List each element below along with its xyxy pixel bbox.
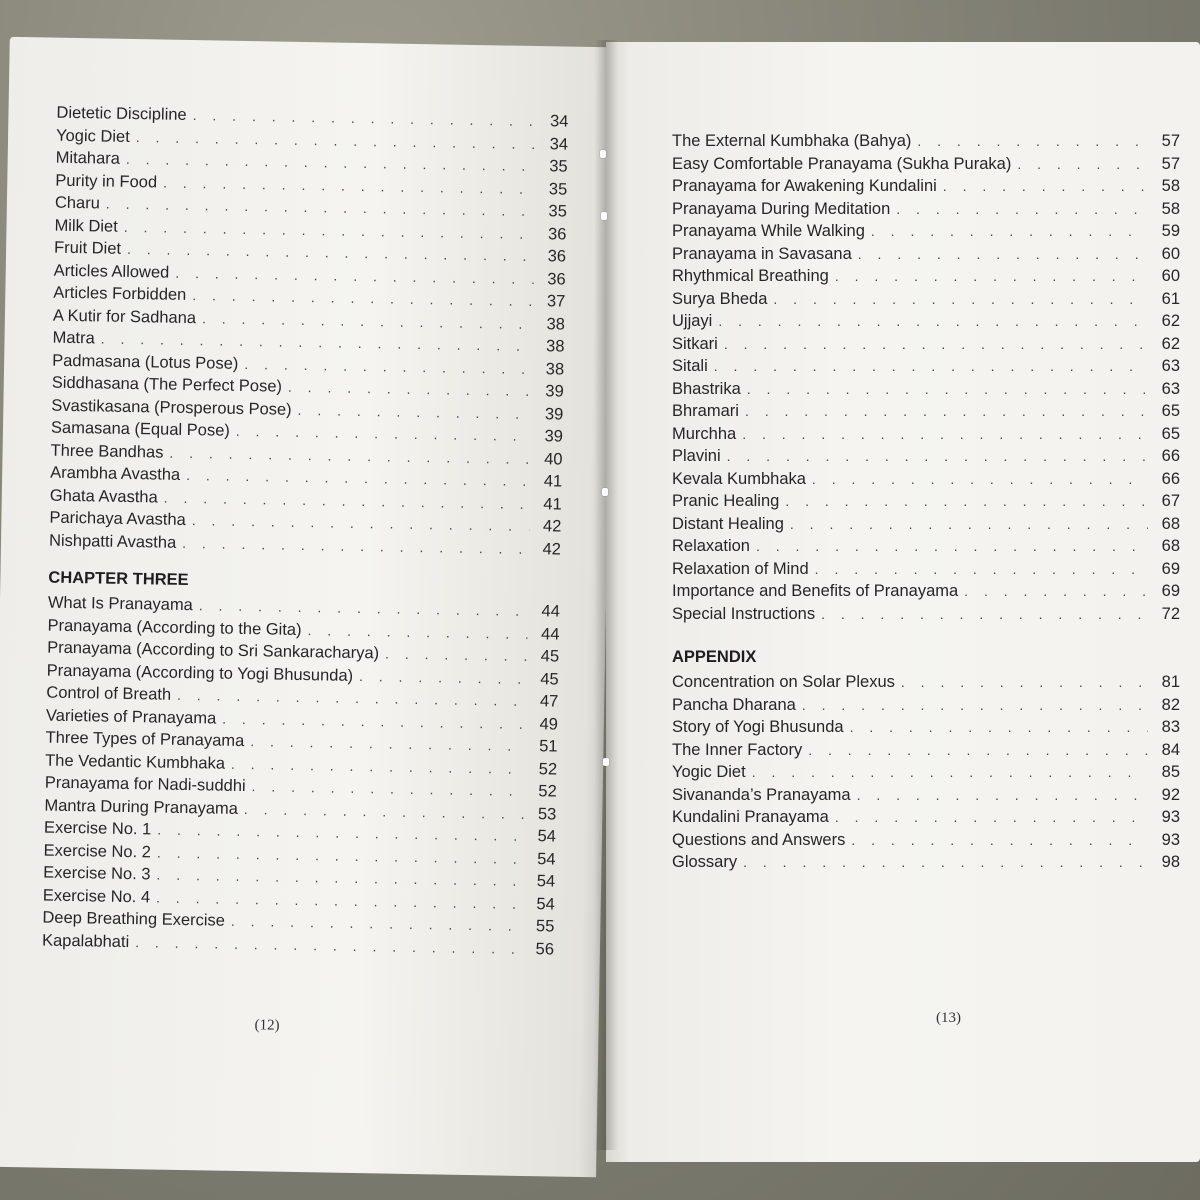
dot-leader	[182, 534, 529, 556]
dot-leader	[815, 561, 1148, 577]
toc-entry-title: Questions and Answers	[672, 830, 846, 849]
toc-entry-title: Charu	[54, 193, 101, 213]
dot-leader	[288, 379, 532, 399]
toc-entry-title: Kundalini Pranayama	[672, 808, 829, 826]
dot-leader	[251, 778, 524, 799]
binding-thread	[602, 488, 608, 496]
toc-entry-title: Purity in Food	[55, 171, 158, 191]
toc-entry-title: Sitali	[672, 357, 708, 375]
toc-entry	[672, 786, 1180, 809]
toc-entry-title: Pranayama During Meditation	[672, 199, 891, 218]
dot-leader	[756, 538, 1148, 554]
toc-entry-title: The Inner Factory	[672, 740, 803, 759]
toc-entry-page: 38	[545, 337, 565, 356]
toc-entry-title: Samasana (Equal Pose)	[50, 418, 230, 440]
toc-entry-page: 68	[1161, 537, 1180, 555]
toc-entry-title: Fruit Diet	[53, 238, 122, 258]
toc-entry-title: The Vedantic Kumbhaka	[45, 751, 226, 773]
toc-entry	[672, 808, 1180, 831]
toc-entry-page: 92	[1161, 785, 1180, 804]
toc-entry-page: 93	[1161, 808, 1180, 826]
dot-leader	[192, 512, 530, 534]
toc-entry-page: 72	[1161, 604, 1180, 623]
dot-leader	[835, 809, 1148, 825]
toc-entry-page: 53	[537, 804, 557, 824]
toc-entry-title: Relaxation	[672, 537, 750, 555]
dot-leader	[175, 264, 534, 286]
dot-leader	[747, 381, 1148, 397]
dot-leader	[857, 787, 1148, 803]
toc-entry-title: Bhastrika	[672, 379, 741, 398]
dot-leader	[199, 597, 528, 619]
toc-entry-title: Pancha Dharana	[672, 695, 796, 714]
toc-entry-title: Exercise No. 1	[43, 818, 152, 839]
toc-entry	[672, 402, 1180, 425]
toc-entry-page: 54	[537, 849, 556, 868]
toc-entry	[672, 605, 1180, 628]
toc-entry-title: Varieties of Pranayama	[45, 706, 217, 728]
toc-entry	[672, 290, 1180, 313]
dot-leader	[773, 291, 1148, 307]
toc-entry-page: 65	[1161, 424, 1180, 443]
toc-entry-title: Surya Bheda	[672, 289, 768, 308]
binding-thread	[601, 212, 607, 220]
toc-entry-page: 68	[1161, 514, 1180, 533]
dot-leader	[244, 355, 532, 376]
toc-entry-page: 36	[547, 269, 566, 289]
dot-leader	[743, 854, 1148, 870]
toc-entry-page: 58	[1161, 199, 1180, 218]
dot-leader	[359, 668, 527, 687]
page-number: (12)	[254, 1017, 280, 1034]
toc-entry-page: 52	[538, 782, 557, 801]
toc-entry-title: Plavini	[672, 447, 721, 465]
right-toc-list	[672, 132, 1180, 876]
dot-leader	[236, 423, 531, 444]
toc-entry-page: 35	[549, 157, 568, 176]
dot-leader	[851, 832, 1148, 848]
toc-entry-page: 66	[1161, 469, 1180, 488]
toc-entry-page: 66	[1161, 447, 1180, 465]
toc-entry-page: 57	[1161, 154, 1180, 173]
dot-leader	[727, 448, 1148, 464]
toc-entry-page: 58	[1161, 177, 1180, 195]
toc-entry	[672, 132, 1180, 155]
toc-entry-title: Exercise No. 3	[43, 863, 151, 884]
toc-entry-page: 69	[1161, 559, 1180, 578]
dot-leader	[901, 674, 1148, 690]
dot-leader	[752, 764, 1148, 780]
right-entries-b	[672, 673, 1180, 876]
toc-entry	[672, 763, 1180, 786]
dot-leader	[835, 268, 1148, 284]
toc-entry	[672, 447, 1180, 470]
toc-entry-title: Arambha Avastha	[50, 463, 181, 484]
toc-entry-page: 35	[548, 202, 568, 221]
toc-entry-page: 60	[1161, 244, 1180, 263]
dot-leader	[871, 223, 1148, 239]
toc-entry-title: Parichaya Avastha	[49, 508, 186, 529]
toc-entry-page: 36	[547, 224, 567, 244]
toc-entry	[672, 741, 1180, 764]
toc-entry-page: 37	[546, 292, 566, 311]
toc-entry	[672, 267, 1180, 290]
dot-leader	[808, 742, 1148, 758]
dot-leader	[192, 287, 533, 309]
toc-entry-page: 63	[1161, 379, 1180, 398]
dot-leader	[724, 336, 1148, 352]
toc-entry	[672, 537, 1180, 560]
dot-leader	[858, 246, 1148, 262]
dot-leader	[222, 710, 526, 731]
toc-entry-page: 35	[548, 179, 568, 199]
dot-leader	[177, 687, 526, 709]
toc-entry-page: 34	[549, 134, 569, 154]
toc-entry	[672, 831, 1180, 854]
dot-leader	[1017, 156, 1148, 172]
toc-entry-page: 36	[547, 247, 567, 266]
toc-entry-page: 62	[1161, 334, 1180, 353]
toc-entry-title: Pranayama While Walking	[672, 222, 865, 240]
toc-entry	[672, 335, 1180, 358]
toc-entry	[672, 582, 1180, 605]
toc-entry-page: 56	[535, 939, 555, 958]
left-page	[0, 37, 616, 1177]
toc-entry-page: 60	[1161, 267, 1180, 285]
toc-entry	[672, 245, 1180, 268]
toc-entry-page: 42	[542, 539, 562, 559]
toc-entry-title: Articles Allowed	[53, 261, 170, 282]
toc-entry-title: Easy Comfortable Pranayama (Sukha Puraka)	[672, 154, 1012, 173]
toc-entry-title: Three Bandhas	[50, 441, 164, 462]
toc-entry	[672, 515, 1180, 538]
toc-entry-title: Sivananda’s Pranayama	[672, 785, 851, 804]
toc-entry-title: Exercise No. 2	[43, 841, 152, 861]
dot-leader	[850, 719, 1148, 735]
book-spine	[594, 40, 618, 1150]
toc-entry-page: 93	[1161, 830, 1180, 849]
toc-entry-page: 34	[549, 112, 569, 131]
dot-leader	[186, 467, 530, 489]
toc-entry-title: Mantra During Pranayama	[44, 796, 239, 818]
dot-leader	[250, 733, 526, 754]
toc-entry-page: 39	[544, 427, 564, 446]
toc-entry-title: Kapalabhati	[41, 931, 130, 951]
toc-entry-title: Mitahara	[55, 148, 121, 168]
toc-entry-title: Ujjayi	[672, 312, 713, 330]
dot-leader	[193, 107, 537, 129]
dot-leader	[385, 645, 527, 663]
toc-entry-title: Pranayama (According to Yogi Bhusunda)	[46, 661, 354, 685]
toc-entry-page: 54	[536, 872, 556, 891]
dot-leader	[917, 133, 1148, 149]
toc-entry	[672, 200, 1180, 223]
toc-entry	[672, 853, 1180, 876]
toc-entry	[672, 696, 1180, 719]
toc-entry	[672, 177, 1180, 200]
right-entries-a	[672, 132, 1180, 627]
toc-entry-title: Kevala Kumbhaka	[672, 469, 806, 488]
dot-leader	[244, 801, 525, 822]
dot-leader	[785, 493, 1148, 509]
toc-entry	[672, 155, 1180, 178]
dot-leader	[896, 201, 1148, 217]
binding-thread	[603, 758, 609, 766]
binding-thread	[600, 150, 606, 158]
toc-entry	[672, 470, 1180, 493]
toc-entry-page: 51	[539, 737, 558, 756]
toc-entry-title: Matra	[52, 328, 95, 348]
toc-entry-page: 82	[1161, 695, 1180, 714]
left-entries-b	[42, 594, 560, 963]
toc-entry-title: Exercise No. 4	[42, 886, 151, 906]
toc-entry-title: A Kutir for Sadhana	[52, 306, 197, 327]
toc-entry-page: 83	[1161, 718, 1180, 736]
dot-leader	[718, 313, 1148, 329]
toc-entry-page: 85	[1161, 763, 1180, 781]
toc-entry	[672, 357, 1180, 380]
toc-entry-title: Pranayama (According to the Gita)	[47, 616, 302, 639]
toc-entry	[672, 492, 1180, 515]
left-toc-list	[42, 104, 569, 963]
toc-entry-page: 47	[539, 692, 559, 711]
toc-entry	[672, 312, 1180, 335]
toc-entry	[672, 222, 1180, 245]
toc-entry-page: 61	[1161, 289, 1180, 308]
toc-entry-title: Distant Healing	[672, 514, 784, 533]
toc-entry-page: 59	[1161, 222, 1180, 240]
dot-leader	[812, 471, 1148, 487]
toc-entry-title: Siddhasana (The Perfect Pose)	[51, 373, 283, 396]
dot-leader	[742, 426, 1148, 442]
toc-entry-title: Importance and Benefits of Pranayama	[672, 582, 959, 600]
toc-entry-page: 63	[1161, 357, 1180, 375]
appendix-heading: APPENDIX	[672, 648, 757, 666]
toc-entry-page: 38	[546, 314, 566, 334]
dot-leader	[231, 755, 525, 776]
left-entries-a	[49, 104, 569, 563]
toc-entry-title: Milk Diet	[54, 216, 118, 236]
toc-entry	[672, 718, 1180, 741]
dot-leader	[231, 913, 523, 934]
toc-entry-title: Glossary	[672, 853, 738, 871]
toc-entry	[672, 673, 1180, 696]
dot-leader	[714, 358, 1148, 374]
dot-leader	[943, 178, 1148, 194]
toc-entry-title: Special Instructions	[672, 604, 816, 623]
toc-entry-title: Pranayama in Savasana	[672, 244, 852, 263]
toc-entry	[672, 560, 1180, 583]
dot-leader	[802, 697, 1148, 713]
toc-entry-page: 84	[1161, 740, 1180, 759]
toc-entry-page: 44	[541, 602, 561, 621]
toc-entry-title: The External Kumbhaka (Bahya)	[672, 132, 912, 150]
toc-entry-page: 40	[544, 449, 563, 469]
toc-entry-title: Nishpatti Avastha	[48, 531, 177, 552]
toc-entry-title: What Is Pranayama	[47, 593, 193, 615]
toc-entry-title: Control of Breath	[46, 683, 172, 704]
dot-leader	[307, 622, 527, 642]
toc-entry-title: Ghata Avastha	[49, 486, 158, 507]
toc-entry-page: 81	[1161, 673, 1180, 691]
toc-entry-title: Rhythmical Breathing	[672, 267, 829, 285]
page-number: (13)	[936, 1010, 961, 1026]
toc-entry-page: 41	[543, 494, 562, 514]
toc-entry-page: 52	[538, 759, 558, 779]
toc-entry-page: 67	[1161, 492, 1180, 510]
toc-entry-title: Concentration on Solar Plexus	[672, 673, 895, 691]
toc-entry-page: 65	[1161, 402, 1180, 420]
dot-leader	[790, 516, 1148, 532]
toc-entry-title: Bhramari	[672, 402, 739, 420]
toc-entry-title: Sitkari	[672, 334, 718, 353]
toc-entry-page: 54	[537, 827, 557, 846]
toc-entry-title: Yogic Diet	[672, 763, 746, 781]
toc-entry-title: Svastikasana (Prosperous Pose)	[51, 396, 292, 419]
toc-entry-page: 39	[544, 404, 564, 424]
toc-entry-page: 55	[535, 917, 555, 936]
toc-entry-page: 98	[1161, 853, 1180, 871]
dot-leader	[298, 401, 532, 421]
toc-entry-page: 49	[539, 714, 559, 734]
chapter-heading: CHAPTER THREE	[48, 568, 189, 590]
toc-entry-title: Articles Forbidden	[53, 283, 187, 304]
toc-entry-page: 44	[540, 624, 560, 644]
toc-entry-page: 54	[536, 894, 555, 913]
toc-entry-page: 45	[540, 647, 560, 666]
toc-entry-title: Pranayama for Nadi-suddhi	[44, 773, 246, 796]
toc-entry-title: Murchha	[672, 424, 737, 443]
toc-entry-title: Dietetic Discipline	[56, 103, 187, 124]
toc-entry-page: 45	[540, 669, 559, 689]
toc-entry-title: Three Types of Pranayama	[45, 728, 245, 751]
toc-entry-page: 42	[542, 517, 562, 536]
right-page	[606, 42, 1200, 1162]
dot-leader	[821, 606, 1148, 622]
toc-entry	[672, 425, 1180, 448]
toc-entry	[672, 380, 1180, 403]
toc-entry-title: Story of Yogi Bhusunda	[672, 718, 844, 736]
toc-entry-title: Pranayama for Awakening Kundalini	[672, 177, 937, 195]
toc-entry-page: 39	[545, 382, 564, 401]
toc-entry-title: Pranic Healing	[672, 492, 780, 510]
toc-entry-title: Padmasana (Lotus Pose)	[52, 351, 239, 373]
toc-entry-title: Deep Breathing Exercise	[42, 908, 226, 930]
toc-entry-page: 62	[1161, 312, 1180, 330]
dot-leader	[202, 310, 533, 332]
toc-entry-page: 69	[1161, 582, 1180, 600]
toc-entry-page: 38	[545, 359, 565, 379]
toc-entry-page: 57	[1161, 132, 1180, 150]
dot-leader	[964, 583, 1148, 599]
toc-entry-title: Pranayama (According to Sri Sankaracharya)	[47, 638, 380, 663]
toc-entry-title: Relaxation of Mind	[672, 559, 809, 578]
toc-entry-title: Yogic Diet	[55, 126, 130, 146]
dot-leader	[745, 403, 1148, 419]
toc-entry-page: 41	[543, 472, 563, 491]
